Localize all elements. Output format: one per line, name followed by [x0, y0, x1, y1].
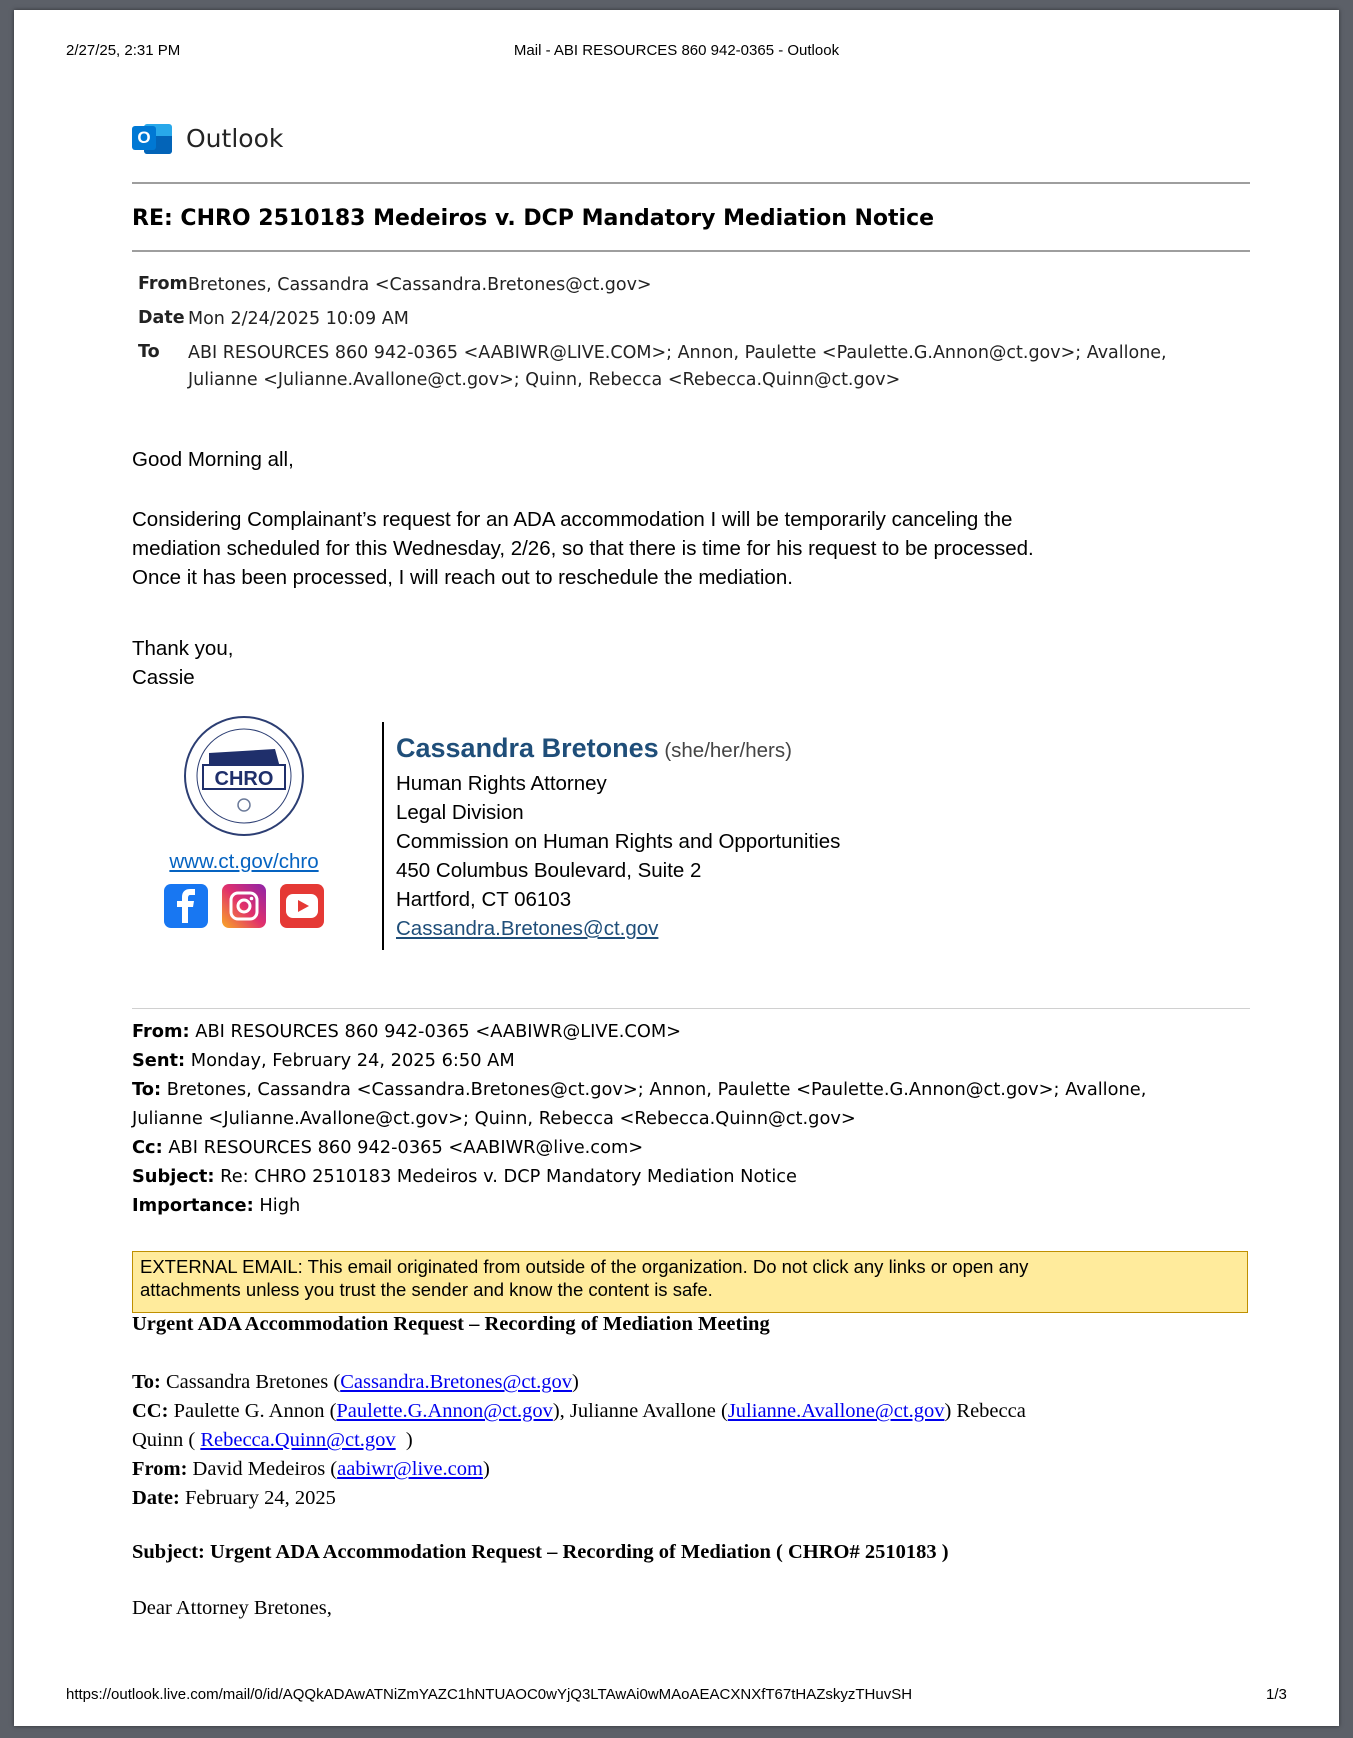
quoted-sent: Monday, February 24, 2025 6:50 AM	[190, 1050, 515, 1071]
letter-from-name: David Medeiros (	[192, 1458, 338, 1480]
quoted-importance-row	[132, 1191, 1257, 1220]
letter-cc-email3-link[interactable]: Rebecca.Quinn@ct.gov	[200, 1429, 396, 1451]
divider	[132, 182, 1250, 184]
quoted-subject-label: Subject:	[132, 1166, 215, 1187]
paragraph-line: Considering Complainant’s request for an ADA accommodation I will be temporarily canceling the	[132, 508, 1013, 531]
signature-logo-block	[144, 715, 344, 928]
to-label: To	[138, 342, 160, 362]
letter-from-label: From:	[132, 1458, 188, 1480]
letter-from-row	[132, 1455, 1262, 1484]
letter-cc-row	[132, 1397, 1262, 1426]
quoted-from[interactable]: ABI RESOURCES 860 942-0365 <AABIWR@LIVE.COM>	[195, 1021, 682, 1042]
letter-date-label: Date:	[132, 1487, 180, 1509]
signature-name: Cassandra Bretones	[396, 733, 659, 763]
letter-from-email-link[interactable]: aabiwr@live.com	[337, 1458, 483, 1480]
letter-to-name: Cassandra Bretones (	[166, 1371, 341, 1393]
quoted-cc-label: Cc:	[132, 1137, 163, 1158]
warning-line: EXTERNAL EMAIL: This email originated from outside of the organization. Do not click any links or open any	[140, 1256, 1029, 1277]
quoted-sent-label: Sent:	[132, 1050, 186, 1071]
signature-title: Human Rights Attorney	[396, 772, 607, 795]
closing-line: Thank you,	[132, 637, 234, 660]
quoted-header	[132, 1017, 1257, 1220]
divider	[132, 250, 1250, 252]
warning-line: attachments unless you trust the sender and know the content is safe.	[140, 1279, 713, 1300]
print-title: Mail - ABI RESOURCES 860 942-0365 - Outlook	[513, 42, 840, 59]
quoted-importance-label: Importance:	[132, 1195, 254, 1216]
letter-header	[132, 1368, 1262, 1513]
to-value-line1[interactable]: ABI RESOURCES 860 942-0365 <AABIWR@LIVE.COM>; Annon, Paulette <Paulette.G.Annon@ct.gov>; Avallone,	[188, 343, 1167, 363]
paragraph-line: mediation scheduled for this Wednesday, 2/26, so that there is time for his request to be processed.	[132, 537, 1034, 560]
signature-pronouns: (she/her/hers)	[664, 739, 792, 762]
letter-cc-label: CC:	[132, 1400, 169, 1422]
quote-separator	[132, 1008, 1250, 1009]
signature-division: Legal Division	[396, 801, 524, 824]
quoted-from-row	[132, 1017, 1257, 1046]
youtube-icon[interactable]	[280, 884, 324, 928]
from-value[interactable]: Bretones, Cassandra <Cassandra.Bretones@ct.gov>	[188, 275, 652, 295]
from-label: From	[138, 274, 188, 294]
quoted-importance: High	[259, 1195, 301, 1216]
external-email-warning	[132, 1251, 1248, 1313]
date-label: Date	[138, 308, 185, 328]
website-link[interactable]: www.ct.gov/chro	[169, 850, 319, 873]
date-value: Mon 2/24/2025 10:09 AM	[188, 309, 409, 329]
signature-city: Hartford, CT 06103	[396, 888, 572, 911]
letter-to-email-link[interactable]: Cassandra.Bretones@ct.gov	[340, 1371, 572, 1393]
print-datetime: 2/27/25, 2:31 PM	[66, 42, 181, 59]
signoff-line: Cassie	[132, 666, 195, 689]
letter-date-row	[132, 1484, 1262, 1513]
paragraph-line: Once it has been processed, I will reach out to reschedule the mediation.	[132, 566, 793, 589]
message-paragraph	[132, 505, 1262, 592]
letter-cc-name4: Quinn (	[132, 1429, 201, 1451]
chro-seal-icon	[183, 715, 305, 837]
print-page-number: 1/3	[1266, 1686, 1287, 1703]
quoted-sent-row	[132, 1046, 1257, 1075]
letter-cc-email1-link[interactable]: Paulette.G.Annon@ct.gov	[336, 1400, 553, 1422]
quoted-to-line1[interactable]: Bretones, Cassandra <Cassandra.Bretones@ct.gov>; Annon, Paulette <Paulette.G.Annon@ct.gov>; Avallone,	[166, 1079, 1147, 1100]
printed-page	[14, 10, 1339, 1726]
letter-cc-name2: ), Julianne Avallone (	[552, 1400, 728, 1422]
letter-cc-row-cont	[132, 1426, 1262, 1455]
letter-heading: Urgent ADA Accommodation Request – Recording of Mediation Meeting	[132, 1313, 770, 1335]
quoted-from-label: From:	[132, 1021, 190, 1042]
to-value-line2[interactable]: Julianne <Julianne.Avallone@ct.gov>; Quinn, Rebecca <Rebecca.Quinn@ct.gov>	[188, 370, 901, 390]
quoted-cc[interactable]: ABI RESOURCES 860 942-0365 <AABIWR@live.com>	[168, 1137, 644, 1158]
signature-email-link[interactable]: Cassandra.Bretones@ct.gov	[396, 917, 659, 940]
letter-cc-close: )	[395, 1429, 413, 1451]
quoted-subject-row	[132, 1162, 1257, 1191]
quoted-subject: Re: CHRO 2510183 Medeiros v. DCP Mandatory Mediation Notice	[220, 1166, 797, 1187]
seal-text: CHRO	[214, 768, 274, 790]
letter-salutation: Dear Attorney Bretones,	[132, 1597, 332, 1619]
print-footer-url: https://outlook.live.com/mail/0/id/AQQkADAwATNiZmYAZC1hNTUAOC0wYjQ3LTAwAi0wMAoAEACXNXfT67tHAZskyzTHuvSH	[66, 1686, 913, 1703]
quoted-to-row	[132, 1075, 1257, 1104]
signature-divider	[382, 722, 384, 950]
letter-cc-name3: ) Rebecca	[944, 1400, 1026, 1422]
outlook-brand	[132, 120, 283, 156]
message-subject: RE: CHRO 2510183 Medeiros v. DCP Mandatory Mediation Notice	[132, 206, 935, 231]
letter-to-label: To:	[132, 1371, 161, 1393]
letter-to-row	[132, 1368, 1262, 1397]
letter-to-close: )	[572, 1371, 579, 1393]
instagram-icon[interactable]	[222, 884, 266, 928]
signature-details	[396, 730, 840, 943]
letter-from-close: )	[482, 1458, 490, 1480]
message-closing	[132, 634, 1262, 692]
social-icons	[144, 884, 344, 928]
letter-date: February 24, 2025	[184, 1487, 336, 1509]
signature-organization: Commission on Human Rights and Opportunities	[396, 830, 841, 853]
facebook-icon[interactable]	[164, 884, 208, 928]
quoted-cc-row	[132, 1133, 1257, 1162]
quoted-to-line2[interactable]: Julianne <Julianne.Avallone@ct.gov>; Quinn, Rebecca <Rebecca.Quinn@ct.gov>	[132, 1108, 856, 1129]
letter-cc-email2-link[interactable]: Julianne.Avallone@ct.gov	[727, 1400, 945, 1422]
app-name: Outlook	[186, 123, 284, 153]
quoted-to-label: To:	[132, 1079, 162, 1100]
signature-address: 450 Columbus Boulevard, Suite 2	[396, 859, 702, 882]
outlook-logo-icon: O	[132, 120, 172, 156]
letter-subject: Subject: Urgent ADA Accommodation Request – Recording of Mediation ( CHRO# 2510183 )	[132, 1541, 949, 1563]
message-greeting: Good Morning all,	[132, 448, 294, 471]
letter-cc-name1: Paulette G. Annon (	[173, 1400, 337, 1422]
